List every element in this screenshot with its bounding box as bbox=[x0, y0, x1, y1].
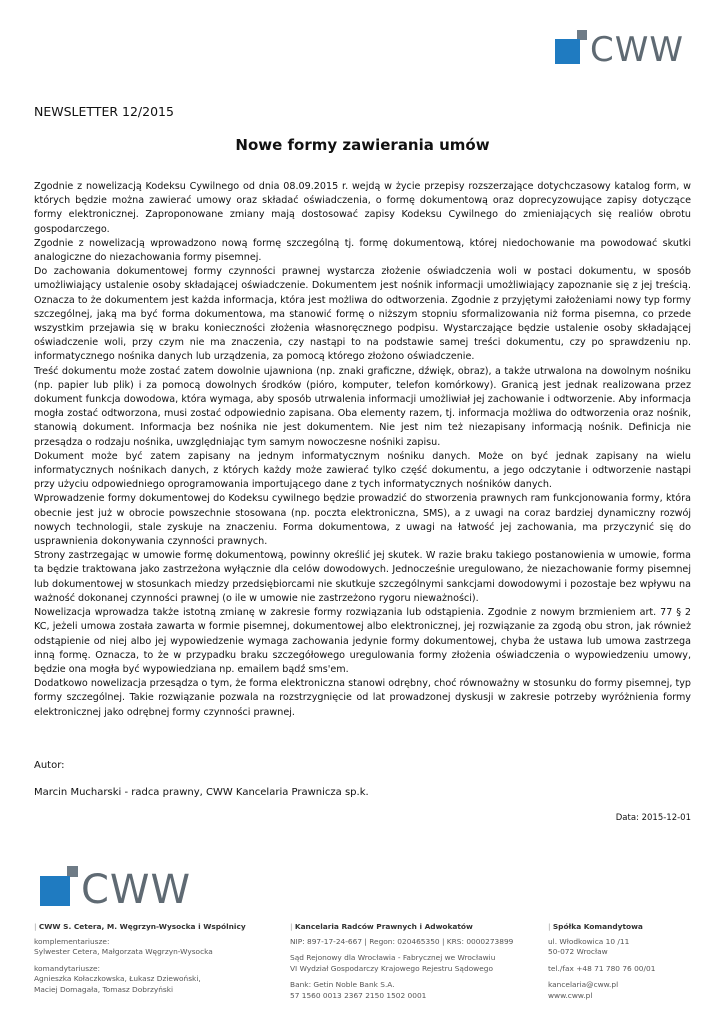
author-label: Autor: bbox=[34, 760, 65, 771]
paragraph-3: Do zachowania dokumentowej formy czynności prawnej wystarcza złożenie oświadczenia woli w postaci dokumentu, w sposób umożliwiający ustalenie osoby składającej oświadczenie. Dokumentem jest nośnik informacji umożliwiający zapoznanie się z jej treścią. Oznacza to że dokumentem jest każda informacja, która jest możliwa do odtworzenia. Zgodnie z przyjętymi założeniami nowy typ formy szczególnej, jaką ma być forma dokumentowa, ma stanowić formę o niższym stopniu sformalizowania niż forma pisemna, co przede wszystkim przejawia się w braku konieczności złożenia własnoręcznego podpisu. Wystarczające będzie ustalenie osoby składającej oświadczenie woli, przy czym nie ma znaczenia, czy nastąpi to na podstawie samej treści dokumentu, czy po sprawdzeniu np. informatycznego nośnika danych lub urządzenia, za pomocą którego złożono oświadczenie. bbox=[34, 266, 691, 363]
cww-logo-text: CWW bbox=[590, 30, 684, 70]
footer-website-link[interactable]: www.cww.pl bbox=[548, 990, 593, 1000]
footer-firm-type: Kancelaria Radców Prawnych i Adwokatów bbox=[294, 922, 473, 931]
footer-komplementariusze-label: komplementariusze: bbox=[34, 936, 110, 946]
newsletter-number: NEWSLETTER 12/2015 bbox=[34, 104, 174, 119]
paragraph-1: Zgodnie z nowelizacją Kodeksu Cywilnego od dnia 08.09.2015 r. wejdą w życie przepisy rozszerzające dotychczasowy katalog form, w których będzie można zawierać umowy oraz składać oświadczenia, o formę dokumentową oraz doprecyzowujące zapisy dotyczące formy elektronicznej. Zaproponowane zmiany mają dostosować zapisy Kodeksu Cywilnego do zmieniających się realiów obrotu gospodarczego. bbox=[34, 181, 691, 235]
cww-logo-top bbox=[555, 30, 684, 70]
footer-registry-column: | Kancelaria Radców Prawnych i Adwokatów NIP: 897-17-24-667 | Regon: 020465350 | KRS: 0000273899 Sąd Rejonowy dla Wrocławia - Fabrycznej we Wrocławiu VI Wydział Gospodarczy Krajowego Rejestru Sądowego Bank: Getin Noble Bank S.A. 57 1560 0013 2367 2150 1502 0001 bbox=[290, 922, 540, 1001]
footer-ids: NIP: 897-17-24-667 | Regon: 020465350 | KRS: 0000273899 bbox=[290, 936, 514, 946]
footer-court-2: VI Wydział Gospodarczy Krajowego Rejestru Sądowego bbox=[290, 963, 493, 973]
cww-logo-mark-icon bbox=[40, 866, 78, 906]
footer-address-street: ul. Włodkowica 10 /11 bbox=[548, 936, 630, 946]
footer-company-form: Spółka Komandytowa bbox=[552, 922, 643, 931]
footer-court-1: Sąd Rejonowy dla Wrocławia - Fabrycznej we Wrocławiu bbox=[290, 953, 496, 962]
article-body bbox=[34, 180, 691, 720]
footer-company-column: | CWW S. Cetera, M. Węgrzyn-Wysocka i Wspólnicy komplementariusze: Sylwester Cetera, Małgorzata Węgrzyn-Wysocka komandytariusze: Agnieszka Kołaczkowska, Łukasz Dziewoński, Maciej Domagała, Tomasz Dobrzyński bbox=[34, 922, 274, 995]
page-title: Nowe formy zawierania umów bbox=[235, 136, 490, 154]
footer-komandytariusze-2: Maciej Domagała, Tomasz Dobrzyński bbox=[34, 984, 174, 994]
footer-address-city: 50-072 Wrocław bbox=[548, 947, 608, 956]
footer-bank-account: 57 1560 0013 2367 2150 1502 0001 bbox=[290, 990, 427, 1000]
footer-komandytariusze-label: komandytariusze: bbox=[34, 963, 100, 973]
footer-komplementariusze: Sylwester Cetera, Małgorzata Węgrzyn-Wysocka bbox=[34, 947, 213, 956]
cww-logo-bottom bbox=[40, 866, 192, 913]
footer-phone: tel./fax +48 71 780 76 00/01 bbox=[548, 963, 656, 973]
footer-company-name: CWW S. Cetera, M. Węgrzyn-Wysocka i Wspólnicy bbox=[38, 922, 246, 931]
footer-contact-column: | Spółka Komandytowa ul. Włodkowica 10 /11 50-072 Wrocław tel./fax +48 71 780 76 00/01 kancelaria@cww.pl www.cww.pl bbox=[548, 922, 698, 1001]
paragraph-5: Dokument może być zatem zapisany na jednym informatycznym nośniku danych. Może on być jednak zapisany na wielu informatycznych nośnikach danych, z których każdy może zawierać tylko część dokumentu, a jego odczytanie i odtworzenie nastąpi przy użyciu odpowiedniego oprogramowania importującego dane z tych informatycznych nośników danych. bbox=[34, 450, 691, 491]
paragraph-9: Dodatkowo nowelizacja przesądza o tym, że forma elektroniczna stanowi odrębny, choć równoważny w stosunku do formy pisemnej, typ formy szczególnej. Takie rozwiązanie pozwala na rozstrzygnięcie od lat prowadzonej dyskusji w zakresie potrzeby wyróżnienia formy elektronicznej jako odrębnej formy czynności prawnej. bbox=[34, 678, 691, 718]
cww-logo-mark-icon bbox=[555, 30, 587, 64]
footer-bank-name: Bank: Getin Noble Bank S.A. bbox=[290, 980, 395, 989]
footer-komandytariusze-1: Agnieszka Kołaczkowska, Łukasz Dziewoński, bbox=[34, 974, 201, 983]
paragraph-4: Treść dokumentu może zostać zatem dowolnie ujawniona (np. znaki graficzne, dźwięk, obraz), a także utrwalona na dowolnym nośniku (np. papier lub plik) i za pomocą dowolnych środków (pióro, komputer, telefon komórkowy). Granicą jest jednak realizowana przez dokument funkcja dowodowa, która wymaga, aby sposób utrwalenia informacji umożliwiał jej zachowanie i odtworzenie. Aby informacja mogła zostać odtworzona, musi zostać odpowiednio zapisana. Oba elementy razem, tj. informacja możliwa do odtworzenia oraz nośnik, stanowią dokument. Informacja bez nośnika nie jest dokumentem. Nie jest nim też niezapisany informacją nośnik. Definicja nie przesądza o rodzaju nośnika, uwzględniając tym samym nowoczesne nośniki zapisu. bbox=[34, 365, 691, 448]
paragraph-7: Strony zastrzegając w umowie formę dokumentową, powinny określić jej skutek. W razie braku takiego postanowienia w umowie, forma ta będzie traktowana jako zastrzeżona wyłącznie dla celów dowodowych. Jednocześnie uregulowano, że niezachowanie formy pisemnej lub dokumentowej w stosunkach miedzy przedsiębiorcami nie skutkuje szczególnymi sankcjami dowodowymi i pozostaje bez wpływu na ważność dokonanej czynności prawnej (o ile w umowie nie zastrzeżono rygoru nieważności). bbox=[34, 550, 691, 604]
paragraph-6: Wprowadzenie formy dokumentowej do Kodeksu cywilnego będzie prowadzić do stworzenia prawnych ram funkcjonowania formy, która obecnie jest już w obrocie powszechnie stosowana (np. poczta elektroniczna, SMS), a z uwagi na coraz bardziej dynamiczny rozwój nowych technologii, stale zyskuje na znaczeniu. Forma dokumentowa, z uwagi na łatwość jej zachowania, ma przyczynić się do usprawnienia dokonywania czynności prawnych. bbox=[34, 493, 691, 548]
paragraph-2: Zgodnie z nowelizacją wprowadzono nową formę szczególną tj. formę dokumentową, której niedochowanie ma powodować skutki analogiczne do niezachowania formy pisemnej. bbox=[34, 237, 691, 264]
author-name: Marcin Mucharski - radca prawny, CWW Kancelaria Prawnicza sp.k. bbox=[34, 787, 369, 798]
cww-logo-text: CWW bbox=[81, 867, 192, 913]
footer-email-link[interactable]: kancelaria@cww.pl bbox=[548, 980, 619, 989]
publication-date: Data: 2015-12-01 bbox=[615, 813, 691, 823]
paragraph-8: Nowelizacja wprowadza także istotną zmianę w zakresie formy rozwiązania lub odstąpienia. Zgodnie z nowym brzmieniem art. 77 § 2 KC, jeżeli umowa została zawarta w formie pisemnej, dokumentowej albo elektronicznej, jej rozwiązanie za zgodą obu stron, jak również odstąpienie od niej albo jej wypowiedzenie wymaga zachowania jedynie formy dokumentowej, chyba że ustawa lub umowa zastrzega inną formę. Oznacza, to że w przypadku braku szczegółowego uregulowania formy złożenia oświadczenia o wypowiedzeniu umowy, będzie ona mogła być wypowiedziana np. emailem bądź sms'em. bbox=[34, 607, 691, 675]
